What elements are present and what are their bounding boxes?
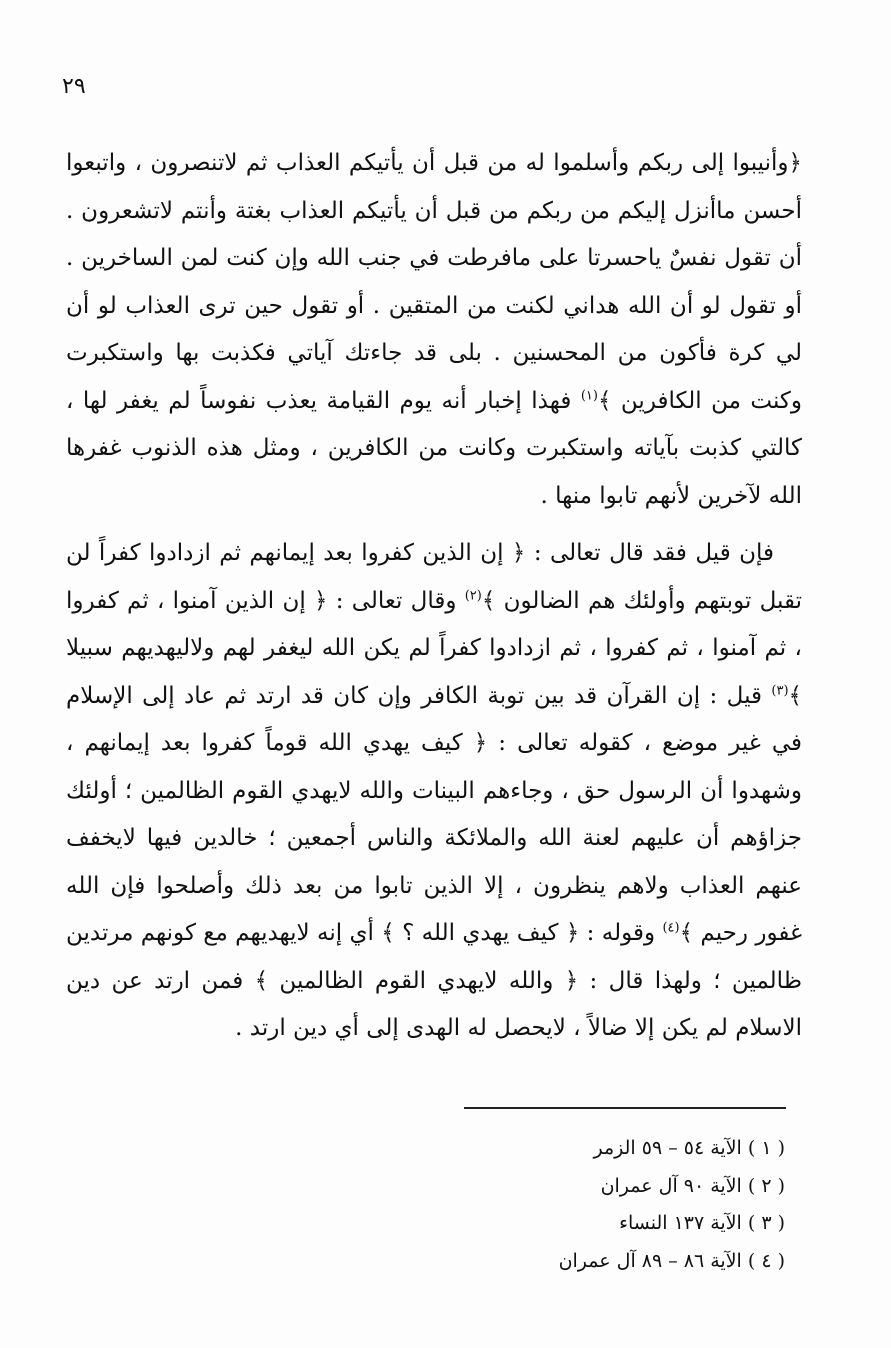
footnote-ref-2: (٢) [464, 587, 482, 603]
footnote-ref-4: (٤) [662, 920, 680, 936]
paragraph-1 [66, 140, 802, 520]
footnote-3: ( ٣ ) الآية ١٣٧ النساء [619, 1212, 785, 1234]
footnote-4: ( ٤ ) الآية ٨٦ – ٨٩ آل عمران [558, 1249, 785, 1272]
paragraph-2-part-3: قيل : إن القرآن قد بين توبة الكافر وإن كان قد ارتد ثم عاد إلى الإسلام في غير موضع ، كقوله تعالى : ﴿ كيف يهدي الله قوماً كفروا بعد إيمانهم ، وشهدوا أن الرسول حق ، وجاءهم البينات والله لايهدي القوم الظالمين ؛ أولئك جزاؤهم أن عليهم لعنة الله والملائكة والناس أجمعين ؛ خالدين فيها لايخفف عنهم العذاب ولاهم ينظرون ، إلا الذين تابوا من بعد ذلك وأصلحوا فإن الله غفور رحيم ﴾ [66, 682, 802, 946]
paragraph-2-part-2: وقال تعالى : ﴿ إن الذين آمنوا ، ثم كفروا ، ثم آمنوا ، ثم كفروا ، ثم ازدادوا كفراً لم يكن الله ليغفر لهم ولاليهديهم سبيلا ﴾ [66, 587, 802, 709]
page-number: ٢٩ [62, 74, 86, 99]
paragraph-2 [66, 530, 802, 1053]
footnote-2: ( ٢ ) الآية ٩٠ آل عمران [600, 1174, 785, 1197]
paragraph-1-commentary: فهذا إخبار أنه يوم القيامة يعذب نفوساً لم يغفر لها ، كالتي كذبت بآياته واستكبرت وكانت من الكافرين ، ومثل هذه الذنوب غفرها الله لآخرين لأنهم تابوا منها . [66, 387, 802, 509]
paragraph-2-part-1: فإن قيل فقد قال تعالى : ﴿ إن الذين كفروا بعد إيمانهم ثم ازدادوا كفراً لن تقبل توبتهم وأولئك هم الضالون ﴾ [66, 540, 802, 614]
paragraph-1-quran-quote: ﴿وأنيبوا إلى ربكم وأسلموا له من قبل أن يأتيكم العذاب ثم لاتنصرون ، واتبعوا أحسن ماأنزل إليكم من ربكم من قبل أن يأتيكم العذاب بغتة وأنتم لاتشعرون . أن تقول نفسٌ ياحسرتا على مافرطت في جنب الله وإن كنت لمن الساخرين . أو تقول لو أن الله هداني لكنت من المتقين . أو تقول حين ترى العذاب لو أن لي كرة فأكون من المحسنين . بلى قد جاءتك آياتي فكذبت بها واستكبرت وكنت من الكافرين ﴾ [66, 150, 802, 414]
paragraph-2-part-4: وقوله : ﴿ كيف يهدي الله ؟ ﴾ أي إنه لايهديهم مع كونهم مرتدين ظالمين ؛ ولهذا قال : ﴿ والله لايهدي القوم الظالمين ﴾ فمن ارتد عن دين الاسلام لم يكن إلا ضالاً ، لايحصل له الهدى إلى أي دين ارتد . [66, 920, 802, 1041]
footnote-ref-1: (١) [580, 387, 598, 403]
footnote-divider [464, 1107, 786, 1109]
main-text [66, 140, 802, 1053]
footnotes [385, 1130, 785, 1280]
footnote-1: ( ١ ) الآية ٥٤ – ٥٩ الزمر [593, 1137, 785, 1159]
footnote-ref-3: (٣) [771, 682, 789, 698]
